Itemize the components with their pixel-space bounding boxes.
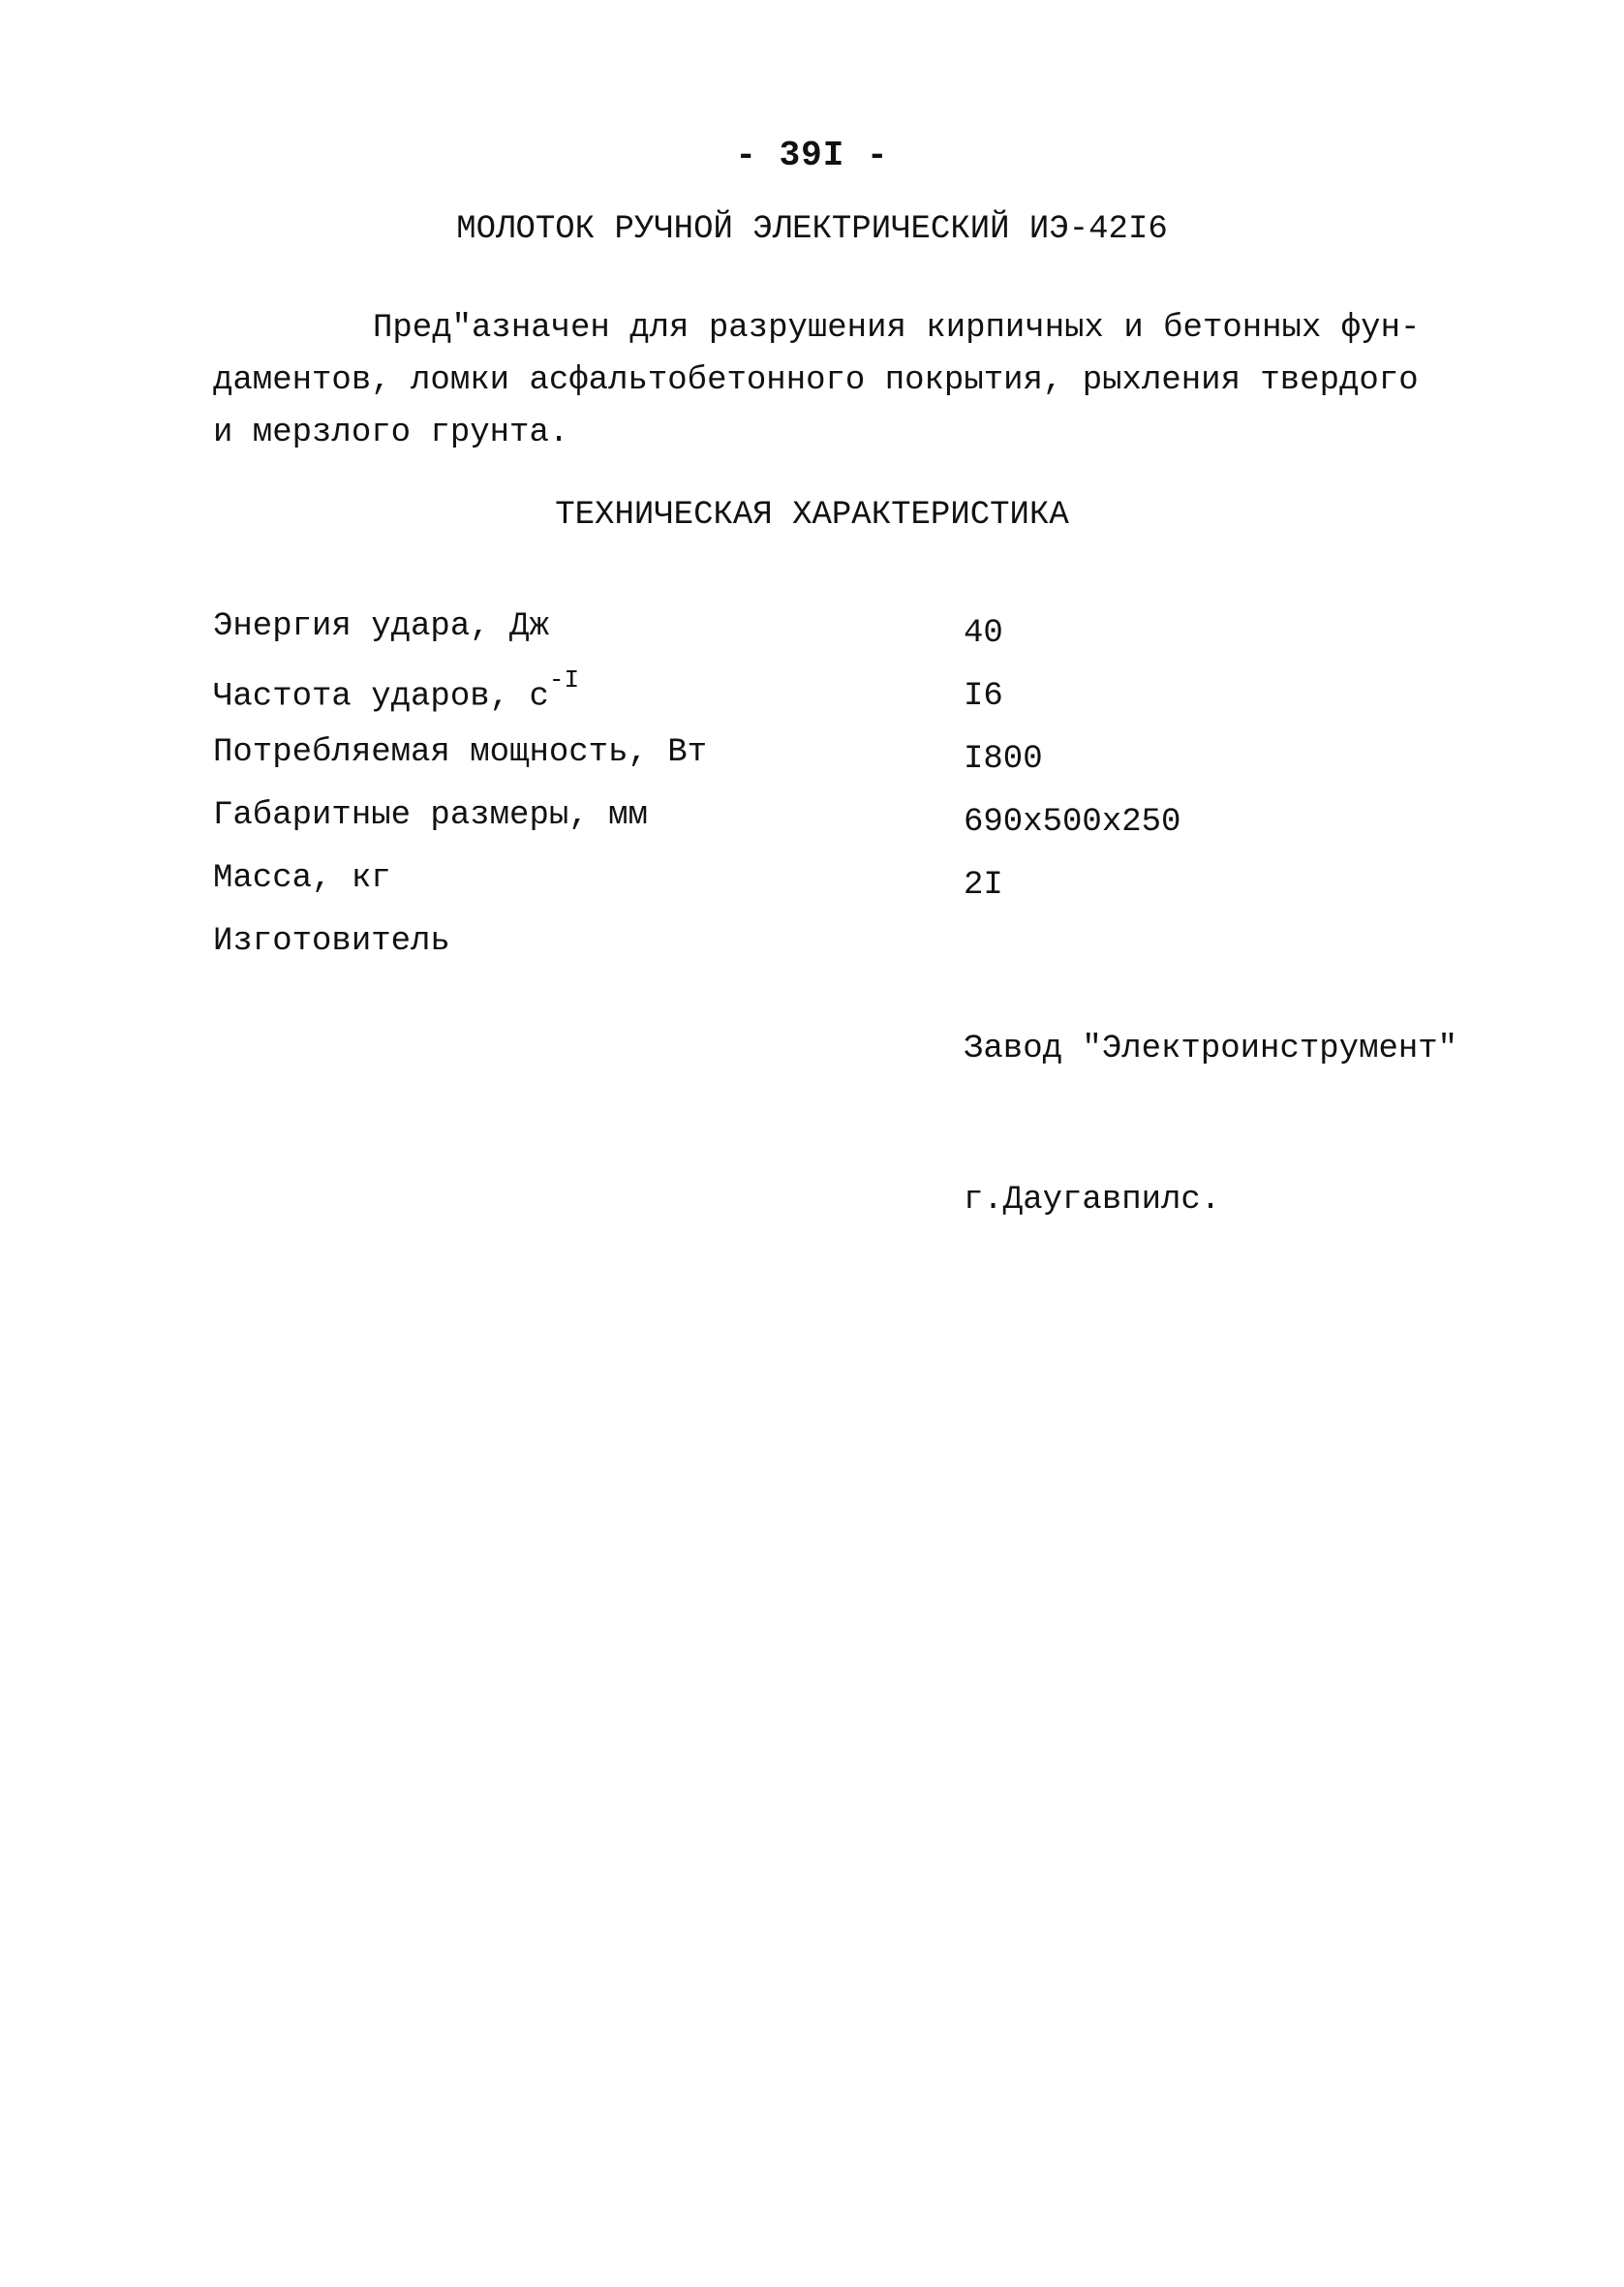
- spec-row-dimensions: [213, 797, 1472, 860]
- page-number: - 39I -: [735, 136, 889, 175]
- spec-label: Частота ударов, с: [213, 678, 549, 716]
- spec-label: Изготовитель: [213, 923, 450, 960]
- spec-row-manufacturer: [213, 923, 1472, 1219]
- spec-row-impact-energy: [213, 608, 1472, 671]
- section-title: ТЕХНИЧЕСКАЯ ХАРАКТЕРИСТИКА: [555, 497, 1069, 534]
- spec-value: 690x500x250: [964, 804, 1181, 841]
- spec-value: 40: [964, 615, 1003, 652]
- spec-row-power: [213, 734, 1472, 797]
- document-title: МОЛОТОК РУЧНОЙ ЭЛЕКТРИЧЕСКИЙ ИЭ-42I6: [456, 211, 1168, 248]
- spec-label: Масса, кг: [213, 860, 391, 897]
- spec-row-impact-frequency: [213, 665, 1472, 734]
- spec-label: Габаритные размеры, мм: [213, 797, 648, 834]
- spec-value: Завод "Электроинструмент": [964, 1031, 1458, 1067]
- purpose-paragraph: [213, 302, 1421, 459]
- spec-label: Энергия удара, Дж: [213, 608, 549, 645]
- spec-value-line2: г.Даугавпилс.: [964, 1182, 1221, 1219]
- spec-value-multiline: [964, 923, 1457, 1326]
- spec-value: 2I: [964, 867, 1003, 904]
- purpose-line: даментов, ломки асфальтобетонного покрытия, рыхления твердого: [213, 362, 1419, 399]
- unit-exponent: -I: [548, 665, 580, 695]
- purpose-line: Пред"азначен для разрушения кирпичных и бетонных фун-: [373, 310, 1421, 347]
- spec-value: I800: [964, 741, 1043, 778]
- spec-row-mass: [213, 860, 1472, 923]
- spec-value: I6: [964, 678, 1003, 715]
- purpose-line: и мерзлого грунта.: [213, 415, 569, 451]
- spec-label-with-unit: [213, 665, 580, 716]
- spec-label: Потребляемая мощность, Вт: [213, 734, 708, 771]
- specs-table: [213, 608, 1472, 1219]
